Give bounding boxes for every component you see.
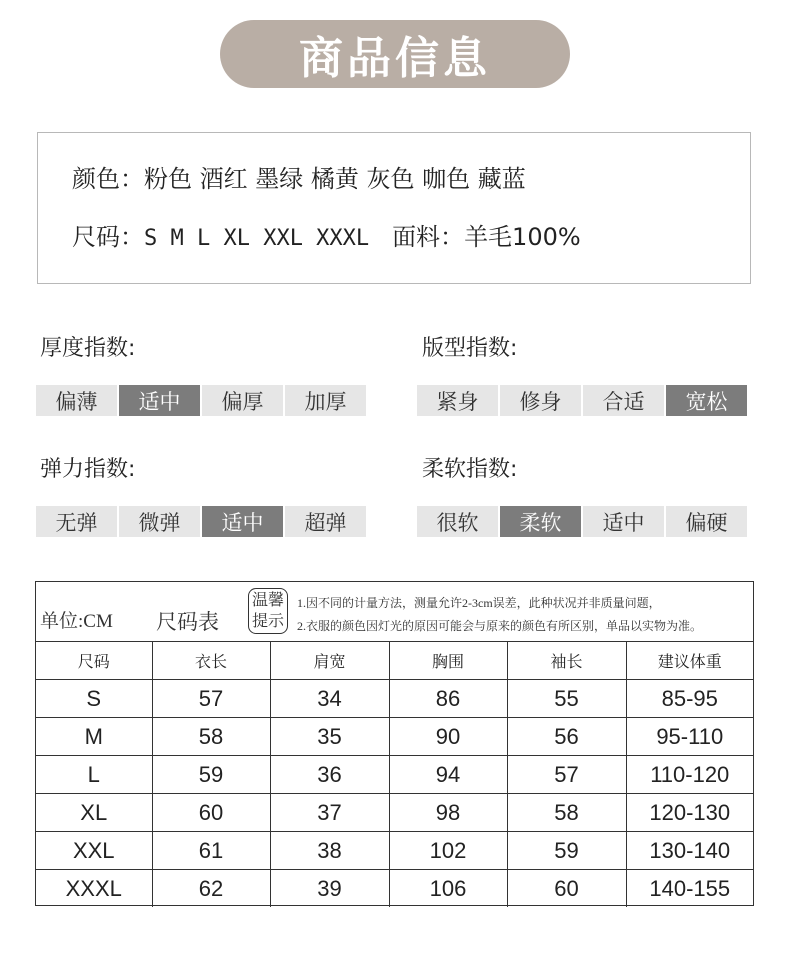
- table-cell: 59: [507, 832, 626, 870]
- column-header: 衣长: [152, 642, 270, 680]
- table-row: [36, 832, 753, 870]
- thickness-option-4: 加厚: [285, 385, 366, 416]
- table-cell: 57: [507, 756, 626, 794]
- column-header: 肩宽: [270, 642, 389, 680]
- table-cell: 120-130: [626, 794, 753, 832]
- table-row: [36, 718, 753, 756]
- table-cell: 86: [389, 680, 507, 718]
- table-cell: M: [36, 718, 152, 756]
- size-chart: [35, 581, 754, 906]
- table-cell: 102: [389, 832, 507, 870]
- table-cell: 60: [507, 870, 626, 908]
- table-cell: 130-140: [626, 832, 753, 870]
- table-cell: 106: [389, 870, 507, 908]
- thickness-index-title: 厚度指数:: [40, 336, 136, 361]
- color-line: [72, 159, 526, 194]
- product-info-box: [37, 132, 751, 284]
- softness-option-1: 很软: [417, 506, 498, 537]
- thickness-option-2: 适中: [119, 385, 200, 416]
- tip-text-2: 2.衣服的颜色因灯光的原因可能会与原来的颜色有所区别，单品以实物为准。: [297, 619, 703, 633]
- fit-option-1: 紧身: [417, 385, 498, 416]
- table-cell: 57: [152, 680, 270, 718]
- table-row: [36, 794, 753, 832]
- table-cell: 90: [389, 718, 507, 756]
- table-cell: 110-120: [626, 756, 753, 794]
- table-cell: XXL: [36, 832, 152, 870]
- fit-option-4: 宽松: [666, 385, 747, 416]
- table-cell: 55: [507, 680, 626, 718]
- table-cell: 35: [270, 718, 389, 756]
- elasticity-option-2: 微弹: [119, 506, 200, 537]
- unit-label: 单位:CM: [40, 611, 113, 632]
- table-cell: 95-110: [626, 718, 753, 756]
- table-cell: 37: [270, 794, 389, 832]
- thickness-index-bar: [36, 385, 366, 416]
- thickness-option-3: 偏厚: [202, 385, 283, 416]
- fabric-label: 面料：: [392, 223, 465, 251]
- table-cell: 34: [270, 680, 389, 718]
- size-table-header-row: [36, 642, 753, 680]
- table-cell: S: [36, 680, 152, 718]
- fit-option-2: 修身: [500, 385, 581, 416]
- table-cell: XXXL: [36, 870, 152, 908]
- color-values: 粉色 酒红 墨绿 橘黄 灰色 咖色 藏蓝: [144, 165, 526, 193]
- softness-option-3: 适中: [583, 506, 664, 537]
- table-cell: 61: [152, 832, 270, 870]
- softness-option-2: 柔软: [500, 506, 581, 537]
- table-cell: 98: [389, 794, 507, 832]
- elasticity-index-bar: [36, 506, 366, 537]
- table-cell: 140-155: [626, 870, 753, 908]
- table-cell: 60: [152, 794, 270, 832]
- elasticity-option-1: 无弹: [36, 506, 117, 537]
- table-cell: 36: [270, 756, 389, 794]
- size-chart-label: 尺码表: [156, 610, 219, 634]
- page-title: 商品信息: [220, 20, 570, 88]
- softness-index-bar: [417, 506, 747, 537]
- fit-index-title: 版型指数:: [422, 336, 518, 361]
- column-header: 建议体重: [626, 642, 753, 680]
- table-cell: 39: [270, 870, 389, 908]
- table-cell: 58: [507, 794, 626, 832]
- table-cell: 59: [152, 756, 270, 794]
- column-header: 袖长: [507, 642, 626, 680]
- tip-badge: [248, 588, 288, 634]
- elasticity-index-title: 弹力指数:: [40, 457, 136, 482]
- color-label: 颜色：: [72, 165, 144, 193]
- table-row: [36, 680, 753, 718]
- table-row: [36, 756, 753, 794]
- column-header: 尺码: [36, 642, 152, 680]
- size-fabric-line: [72, 217, 581, 252]
- table-cell: 56: [507, 718, 626, 756]
- size-chart-header: [36, 582, 753, 642]
- fit-index-bar: [417, 385, 747, 416]
- table-row: [36, 870, 753, 908]
- elasticity-option-3: 适中: [202, 506, 283, 537]
- table-cell: 94: [389, 756, 507, 794]
- column-header: 胸围: [389, 642, 507, 680]
- softness-index-title: 柔软指数:: [422, 457, 518, 482]
- tip-badge-line-2: 提示: [251, 613, 284, 630]
- table-cell: 85-95: [626, 680, 753, 718]
- elasticity-option-4: 超弹: [285, 506, 366, 537]
- size-table: [36, 642, 753, 907]
- fabric-value: 羊毛100%: [464, 223, 581, 251]
- table-cell: 38: [270, 832, 389, 870]
- tip-text-1: 1.因不同的计量方法，测量允许2-3cm误差，此种状况并非质量问题，: [297, 596, 661, 610]
- table-cell: XL: [36, 794, 152, 832]
- fit-option-3: 合适: [583, 385, 664, 416]
- table-cell: 62: [152, 870, 270, 908]
- table-cell: L: [36, 756, 152, 794]
- tip-badge-line-1: 温馨: [251, 592, 284, 609]
- thickness-option-1: 偏薄: [36, 385, 117, 416]
- size-values: S M L XL XXL XXXL: [144, 226, 370, 251]
- softness-option-4: 偏硬: [666, 506, 747, 537]
- table-cell: 58: [152, 718, 270, 756]
- size-label: 尺码：: [72, 223, 144, 251]
